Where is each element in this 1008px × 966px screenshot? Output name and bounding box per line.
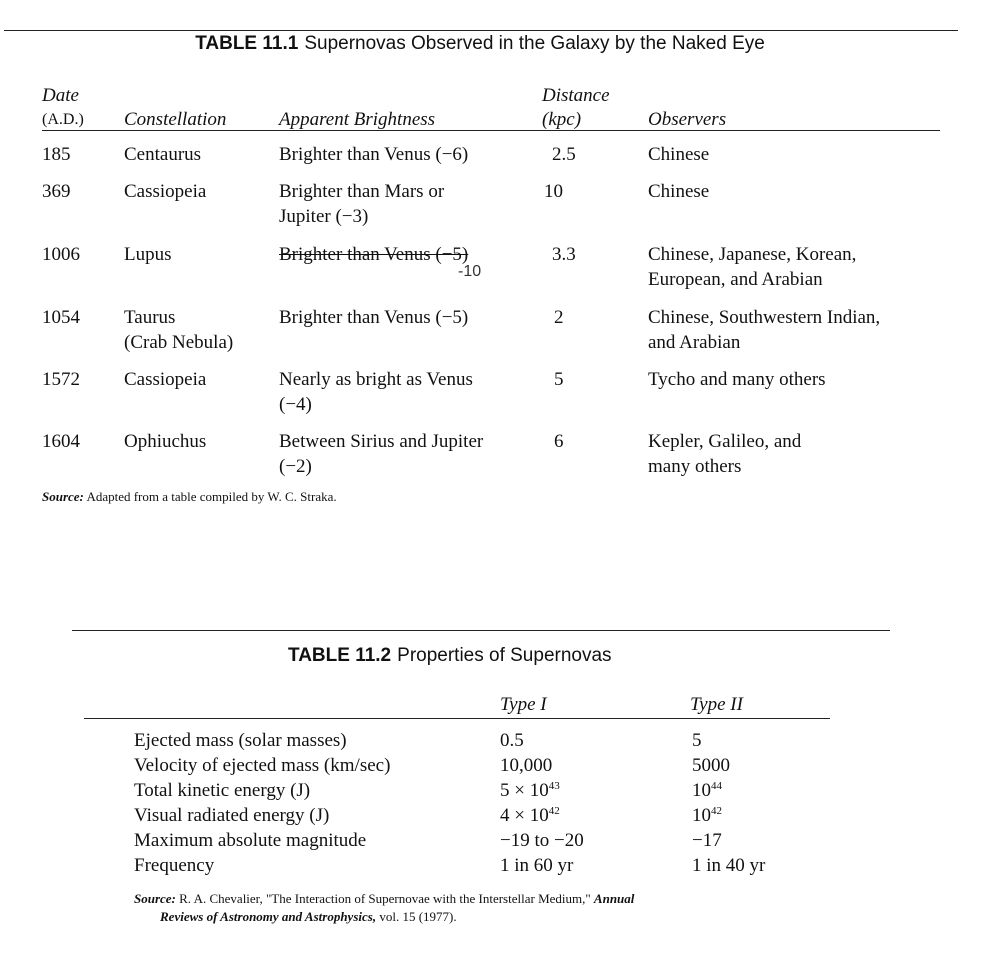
cell-brightness: Brighter than Venus (−5) — [279, 307, 469, 328]
col-header-distance-line1: Distance — [542, 85, 610, 106]
col-header-date — [42, 84, 84, 132]
cell-observers-line2: European, and Arabian — [648, 269, 823, 290]
cell-brightness-line2: Jupiter (−3) — [279, 206, 369, 227]
cell-type2-exponent: 44 — [711, 780, 722, 792]
cell-observers-line2: and Arabian — [648, 332, 741, 353]
cell-brightness-line2: (−2) — [279, 456, 312, 477]
cell-constellation-line2: (Crab Nebula) — [124, 332, 234, 353]
cell-type2 — [692, 803, 722, 828]
table2-caption — [288, 645, 612, 667]
cell-brightness: Between Sirius and Jupiter — [279, 431, 484, 452]
table2-header-rule — [84, 718, 830, 719]
cell-observers: Tycho and many others — [648, 369, 826, 390]
cell-type1: −19 to −20 — [500, 830, 584, 851]
cell-distance: 6 — [554, 431, 564, 452]
table1-number: TABLE 11.1 — [195, 33, 299, 54]
cell-constellation: Centaurus — [124, 144, 202, 165]
table1-source-label: Source: — [42, 489, 84, 504]
table1-header-rule — [42, 130, 940, 131]
cell-distance: 3.3 — [552, 244, 576, 265]
table2-source-text: R. A. Chevalier, "The Interaction of Supernovae with the Interstellar Medium," — [179, 891, 591, 906]
cell-type2 — [692, 778, 722, 803]
cell-date: 185 — [42, 144, 71, 165]
table2-source-journal-line1: Annual — [593, 891, 635, 906]
cell-constellation: Lupus — [124, 244, 172, 265]
cell-type2: 1 in 40 yr — [692, 855, 766, 876]
cell-type1 — [500, 778, 560, 803]
cell-brightness: Brighter than Venus (−5) — [279, 244, 469, 265]
col-header-type2: Type II — [690, 694, 743, 715]
cell-brightness: Brighter than Venus (−6) — [279, 144, 469, 165]
table2-source-note — [134, 890, 814, 926]
cell-type1: 10,000 — [500, 755, 553, 776]
col-header-type1: Type I — [500, 694, 547, 715]
cell-observers: Kepler, Galileo, and — [648, 431, 802, 452]
cell-distance: 10 — [544, 181, 563, 202]
cell-type1: 1 in 60 yr — [500, 855, 574, 876]
col-header-observers: Observers — [648, 109, 727, 130]
cell-property: Total kinetic energy (J) — [134, 780, 311, 801]
col-header-date-line1: Date — [42, 85, 79, 106]
col-header-brightness: Apparent Brightness — [279, 109, 436, 130]
table1-title: Supernovas Observed in the Galaxy by the Naked Eye — [304, 33, 765, 54]
cell-brightness: Brighter than Mars or — [279, 181, 445, 202]
cell-type2: 5000 — [692, 755, 730, 776]
cell-observers: Chinese, Southwestern Indian, — [648, 307, 881, 328]
cell-brightness-line2: (−4) — [279, 394, 312, 415]
cell-type2-base: 10 — [692, 805, 711, 826]
cell-observers: Chinese — [648, 181, 710, 202]
table2-number: TABLE 11.2 — [288, 645, 392, 666]
table1-top-rule — [4, 30, 958, 31]
cell-property: Visual radiated energy (J) — [134, 805, 330, 826]
table2-source-journal-line2: Reviews of Astronomy and Astrophysics, — [160, 909, 377, 924]
cell-distance: 2 — [554, 307, 564, 328]
cell-constellation: Ophiuchus — [124, 431, 207, 452]
cell-type1: 0.5 — [500, 730, 524, 751]
cell-property: Maximum absolute magnitude — [134, 830, 367, 851]
cell-observers-line2: many others — [648, 456, 742, 477]
cell-distance: 2.5 — [552, 144, 576, 165]
cell-constellation: Cassiopeia — [124, 369, 207, 390]
cell-type1-base: 5 × 10 — [500, 780, 549, 801]
cell-distance: 5 — [554, 369, 564, 390]
cell-brightness: Nearly as bright as Venus — [279, 369, 473, 390]
cell-date: 369 — [42, 181, 71, 202]
cell-type1-exponent: 42 — [548, 805, 560, 817]
cell-date: 1572 — [42, 369, 80, 390]
col-header-distance-line2: (kpc) — [542, 109, 582, 130]
col-header-date-line2: (A.D.) — [42, 111, 84, 128]
cell-type2-base: 10 — [692, 780, 711, 801]
table1-source-text: Adapted from a table compiled by W. C. Straka. — [86, 489, 337, 504]
cell-type1 — [500, 803, 560, 828]
col-header-distance — [542, 84, 610, 132]
cell-observers: Chinese, Japanese, Korean, — [648, 244, 857, 265]
cell-property: Frequency — [134, 855, 215, 876]
table2-top-rule — [72, 630, 890, 631]
cell-date: 1604 — [42, 431, 80, 452]
table1-caption — [0, 33, 960, 55]
cell-property: Velocity of ejected mass (km/sec) — [134, 755, 391, 776]
cell-date: 1054 — [42, 307, 80, 328]
cell-type2: −17 — [692, 830, 722, 851]
table1-source-note — [42, 488, 337, 506]
cell-type2: 5 — [692, 730, 702, 751]
handwritten-correction: -10 — [458, 263, 482, 280]
cell-property: Ejected mass (solar masses) — [134, 730, 347, 751]
table2-source-label: Source: — [134, 891, 176, 906]
cell-constellation: Taurus — [124, 307, 176, 328]
cell-constellation: Cassiopeia — [124, 181, 207, 202]
table2-title: Properties of Supernovas — [397, 645, 612, 666]
col-header-constellation: Constellation — [124, 109, 227, 130]
cell-date: 1006 — [42, 244, 80, 265]
cell-type2-exponent: 42 — [711, 805, 722, 817]
cell-type1-base: 4 × 10 — [500, 805, 549, 826]
cell-type1-exponent: 43 — [548, 780, 560, 792]
table2-source-tail: vol. 15 (1977). — [379, 909, 457, 924]
cell-observers: Chinese — [648, 144, 710, 165]
